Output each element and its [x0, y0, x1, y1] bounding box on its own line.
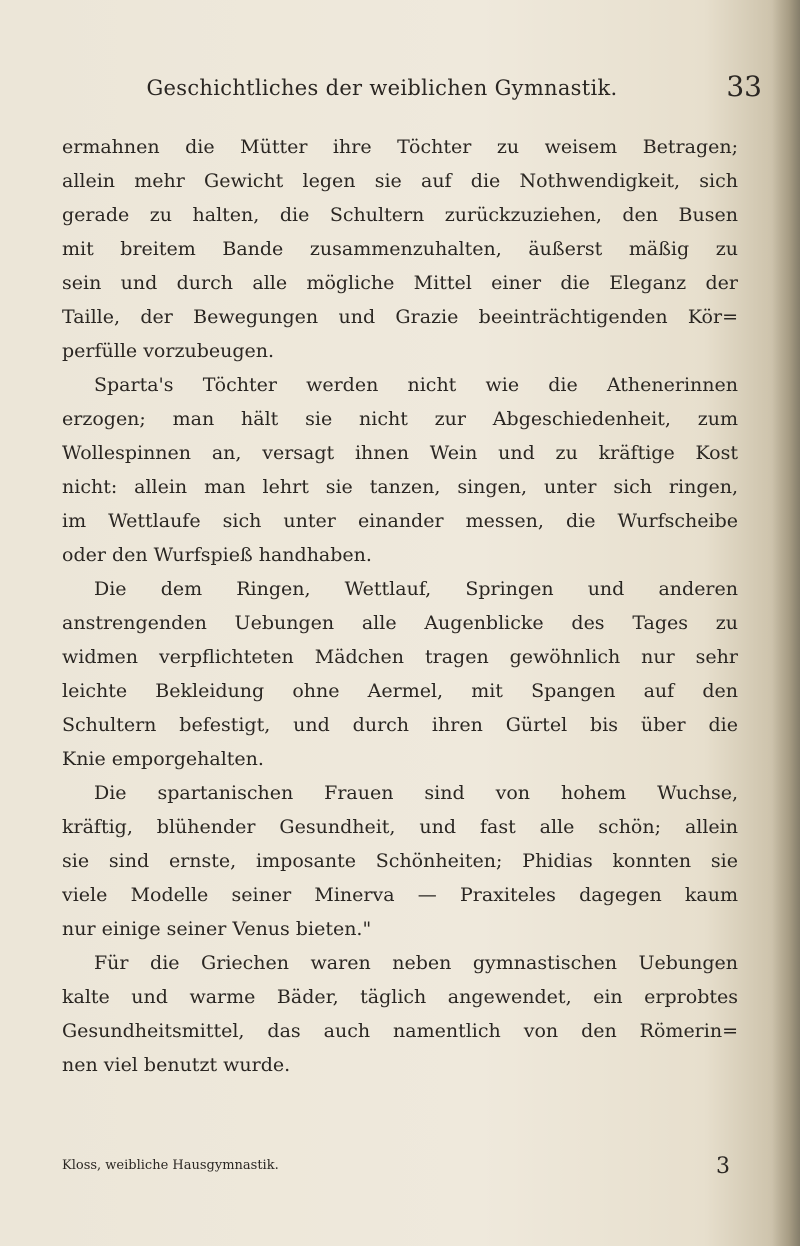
text-line: Knie emporgehalten.	[62, 748, 264, 770]
text-line: anstrengenden Uebungen alle Augenblicke des Tages zu	[62, 612, 738, 634]
text-line: Gesundheitsmittel, das auch namentlich von den Römerin=	[62, 1020, 738, 1042]
body-text	[62, 130, 738, 1082]
text-line: Schultern befestigt, und durch ihren Gürtel bis über die	[62, 714, 738, 736]
paragraph-start-line: Die spartanischen Frauen sind von hohem Wuchse,	[94, 782, 738, 804]
printer-signature: Kloss, weibliche Hausgymnastik.	[62, 1158, 279, 1173]
text-line: sein und durch alle mögliche Mittel einer die Eleganz der	[62, 272, 738, 294]
text-line: im Wettlaufe sich unter einander messen, die Wurfscheibe	[62, 510, 738, 532]
text-line: Taille, der Bewegungen und Grazie beeinträchtigenden Kör=	[62, 306, 738, 328]
paragraph-start-line: Die dem Ringen, Wettlauf, Springen und anderen	[94, 578, 738, 600]
text-line: nen viel benutzt wurde.	[62, 1054, 291, 1076]
text-line: Wollespinnen an, versagt ihnen Wein und zu kräftige Kost	[62, 442, 738, 464]
page-number: 33	[726, 70, 762, 103]
sheet-number: 3	[716, 1154, 730, 1179]
text-line: nur einige seiner Venus bieten."	[62, 918, 372, 940]
running-head: Geschichtliches der weiblichen Gymnastik.	[146, 76, 618, 100]
text-line: sie sind ernste, imposante Schönheiten; Phidias konnten sie	[62, 850, 738, 872]
page-header	[62, 70, 762, 110]
text-line: nicht: allein man lehrt sie tanzen, singen, unter sich ringen,	[62, 476, 738, 498]
page-edge-shadow	[772, 0, 800, 1246]
text-line: gerade zu halten, die Schultern zurückzuziehen, den Busen	[62, 204, 738, 226]
text-line: widmen verpflichteten Mädchen tragen gewöhnlich nur sehr	[62, 646, 738, 668]
text-line: erzogen; man hält sie nicht zur Abgeschiedenheit, zum	[62, 408, 738, 430]
text-line: allein mehr Gewicht legen sie auf die Nothwendigkeit, sich	[62, 170, 738, 192]
text-line: ermahnen die Mütter ihre Töchter zu weisem Betragen;	[62, 136, 738, 158]
text-line: leichte Bekleidung ohne Aermel, mit Spangen auf den	[62, 680, 738, 702]
text-line: viele Modelle seiner Minerva — Praxiteles dagegen kaum	[62, 884, 738, 906]
page-footer	[62, 1150, 738, 1184]
text-line: kräftig, blühender Gesundheit, und fast alle schön; allein	[62, 816, 738, 838]
paragraph-start-line: Für die Griechen waren neben gymnastischen Uebungen	[94, 952, 738, 974]
text-line: mit breitem Bande zusammenzuhalten, äußerst mäßig zu	[62, 238, 738, 260]
text-line: perfülle vorzubeugen.	[62, 340, 275, 362]
text-line: oder den Wurfspieß handhaben.	[62, 544, 372, 566]
text-line: kalte und warme Bäder, täglich angewendet, ein erprobtes	[62, 986, 738, 1008]
paragraph-start-line: Sparta's Töchter werden nicht wie die Athenerinnen	[94, 374, 738, 396]
